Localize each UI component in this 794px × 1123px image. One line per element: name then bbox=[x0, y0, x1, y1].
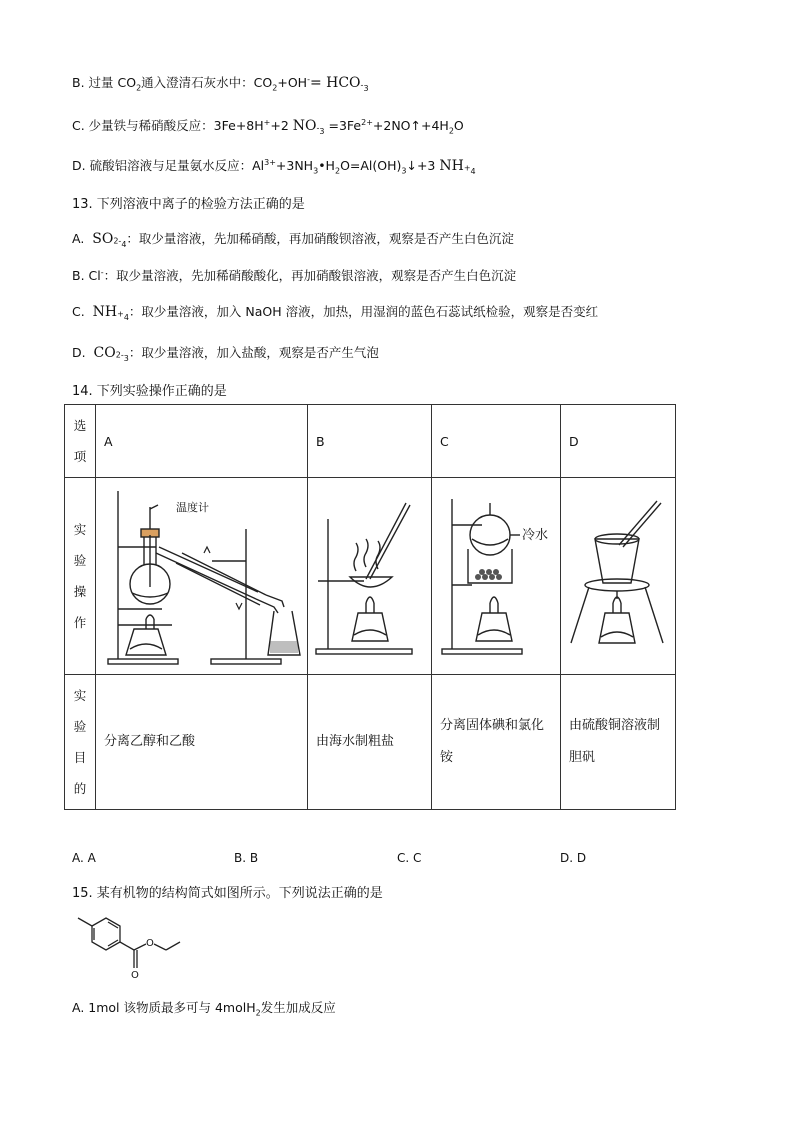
q14-option-a: A. A bbox=[72, 851, 96, 865]
thermometer-label: 温度计 bbox=[176, 501, 209, 514]
col-header-a: A bbox=[96, 405, 308, 478]
q12-option-d: D. 硫酸铝溶液与足量氨水反应：$Al^{3+}+3NH_3•H_2O=Al(OH)_3↓+3$ $NH_{^+4}$ bbox=[72, 157, 476, 176]
col-header-d: D bbox=[561, 405, 676, 478]
svg-text:O: O bbox=[131, 970, 139, 981]
q14-stem: 14. 下列实验操作正确的是 bbox=[72, 384, 227, 399]
purpose-d: 由硫酸铜溶液制胆矾 bbox=[561, 675, 676, 810]
q12-option-b: B. 过量 $CO_2$通入澄清石灰水中：$CO_2+OH^-= HCO_{^-3}$ bbox=[72, 74, 369, 93]
purpose-b: 由海水制粗盐 bbox=[308, 675, 432, 810]
row-label-option: 选 项 bbox=[65, 405, 96, 478]
purpose-c: 分离固体碘和氯化铵 bbox=[432, 675, 561, 810]
q13-stem: 13. 下列溶液中离子的检验方法正确的是 bbox=[72, 197, 305, 212]
q13-option-d: D. $CO_{^{2-}3}$：取少量溶液，加入盐酸，观察是否产生气泡 bbox=[72, 345, 379, 363]
q14-option-c: C. C bbox=[397, 851, 422, 865]
purpose-a: 分离乙醇和乙酸 bbox=[96, 675, 308, 810]
row-label-purpose: 实 验 目 的 bbox=[65, 675, 96, 810]
apparatus-c-sublimation bbox=[432, 478, 561, 675]
apparatus-a-distillation bbox=[96, 478, 308, 675]
cold-water-label: 冷水 bbox=[522, 528, 549, 543]
apparatus-d-crucible bbox=[561, 478, 676, 675]
q13-option-c: C. $NH_{^+4}$：取少量溶液，加入 NaOH 溶液，加热，用湿润的蓝色石蕊试纸检验，观察是否变红 bbox=[72, 304, 599, 322]
structure-formula-ethyl-p-toluate bbox=[72, 914, 192, 984]
row-label-operation: 实 验 操 作 bbox=[65, 478, 96, 675]
q14-option-d: D. D bbox=[560, 851, 587, 865]
apparatus-b-evaporation bbox=[308, 478, 432, 675]
q13-option-b: B. Cl-：取少量溶液，先加稀硝酸酸化，再加硝酸银溶液，观察是否产生白色沉淀 bbox=[72, 267, 517, 283]
experiment-table bbox=[64, 404, 676, 810]
q15-stem: 15. 某有机物的结构简式如图所示。下列说法正确的是 bbox=[72, 886, 383, 901]
col-header-c: C bbox=[432, 405, 561, 478]
q12-option-c: C. 少量铁与稀硝酸反应：3Fe+8H++2 $NO_{^-3}$ $=3Fe^{2+}+2NO↑+4H_2O$ bbox=[72, 117, 464, 136]
q14-option-b: B. B bbox=[234, 851, 259, 865]
q13-option-a: A. $SO_{^{2-}4}$：取少量溶液，先加稀硝酸，再加硝酸钡溶液，观察是否产生白色沉淀 bbox=[72, 231, 514, 249]
q15-option-a: A. 1mol 该物质最多可与 4molH$_2$发生加成反应 bbox=[72, 1000, 336, 1018]
col-header-b: B bbox=[308, 405, 432, 478]
svg-text:O: O bbox=[146, 938, 154, 949]
